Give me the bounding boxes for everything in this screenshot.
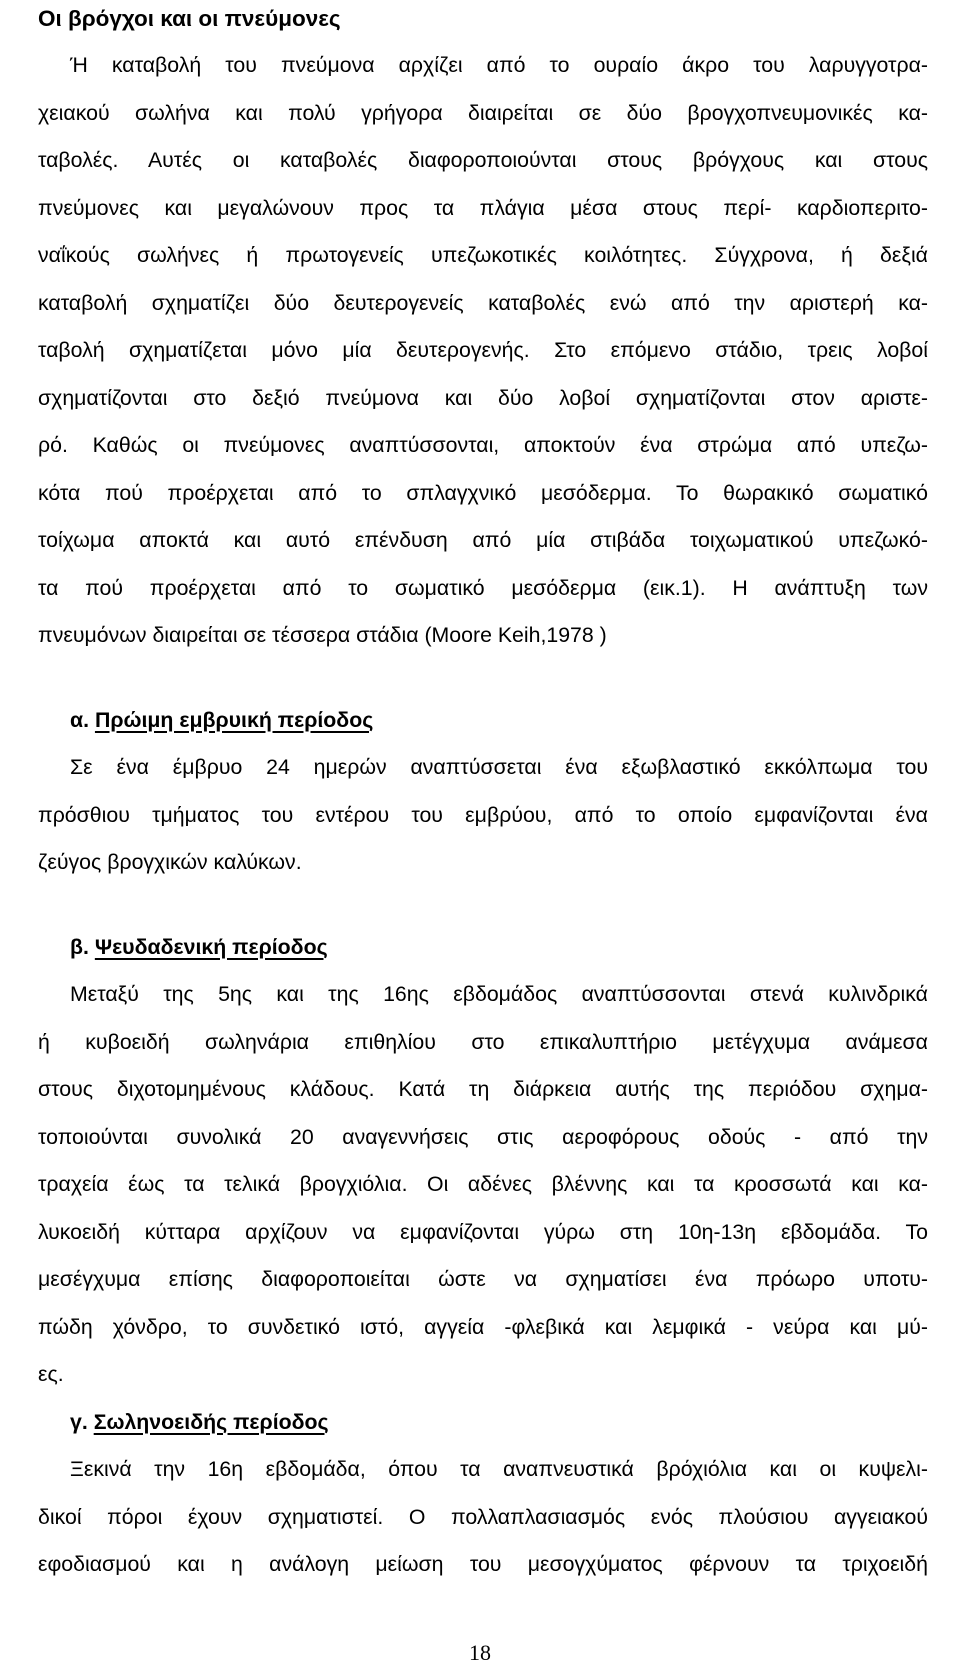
- text-line: ταβολές. Αυτές οι καταβολές διαφοροποιούνται στους βρόγχους και στους: [38, 148, 928, 172]
- text-line: δικοί πόροι έχουν σχηματιστεί. Ο πολλαπλασιασμός ενός πλούσιου αγγειακού: [38, 1504, 928, 1529]
- section-gap: [38, 887, 928, 924]
- text-line: πώδη χόνδρο, το συνδετικό ιστό, αγγεία -φλεβικά και λεμφικά - νεύρα και μύ-: [38, 1314, 928, 1339]
- text-line: Ξεκινά την 16η εβδομάδα, όπου τα αναπνευστικά βρόχιόλια και οι κυψελι-: [70, 1457, 928, 1481]
- text-line: Σε ένα έμβρυο 24 ημερών αναπτύσσεται ένα εξωβλαστικό εκκόλπωμα του: [70, 755, 928, 779]
- text-line: τα πού προέρχεται από το σωματικό μεσόδερμα (εικ.1). Η ανάπτυξη των: [38, 575, 928, 600]
- section-gap: [38, 660, 928, 697]
- text-line: στους διχοτομημένους κλάδους. Κατά τη διάρκεια αυτής της περιόδου σχημα-: [38, 1077, 928, 1101]
- subsection-letter: γ.: [70, 1409, 88, 1434]
- text-line: καταβολή σχηματίζει δύο δευτερογενείς καταβολές ενώ από την αριστερή κα-: [38, 290, 928, 315]
- subsection-letter: β.: [70, 934, 89, 959]
- text-line: χειακού σωλήνα και πολύ γρήγορα διαιρείται σε δύο βρογχοπνευμονικές κα-: [38, 100, 928, 125]
- page-number: 18: [469, 1640, 491, 1665]
- text-line: πνεύμονες και μεγαλώνουν προς τα πλάγια μέσα στους περί- καρδιοπεριτο-: [38, 195, 928, 220]
- text-line: εφοδιασμού και η ανάλογη μείωση του μεσογχύματος φέρνουν τα τριχοειδή: [38, 1552, 928, 1576]
- subsection-title: Ψευδαδενική περίοδος: [94, 934, 328, 959]
- text-line: ταβολή σχηματίζεται μόνο μία δευτερογενής. Στο επόμενο στάδιο, τρεις λοβοί: [38, 338, 928, 362]
- subsection-paragraph-c: [38, 1446, 928, 1589]
- text-line: τοποιούνται συνολικά 20 αναγεννήσεις στις αεροφόρους οδούς - από την: [38, 1124, 928, 1149]
- text-line: τραχεία έως τα τελικά βρογχιόλια. Οι αδένες βλέννης και τα κροσσωτά και κα-: [38, 1172, 928, 1196]
- subsection-title: Πρώιμη εμβρυική περίοδος: [94, 707, 374, 732]
- text-line: Μεταξύ της 5ης και της 16ης εβδομάδος αναπτύσσονται στενά κυλινδρικά: [70, 982, 928, 1006]
- text-line: ή κυβοειδή σωληνάρια επιθηλίου στο επικαλυπτήριο μετέγχυμα ανάμεσα: [38, 1029, 928, 1054]
- text-line: λυκοειδή κύτταρα αρχίζουν να εμφανίζονται γύρω στη 10η-13η εβδομάδα. Το: [38, 1219, 928, 1244]
- text-line: ες.: [38, 1362, 64, 1386]
- text-line: πνευμόνων διαιρείται σε τέσσερα στάδια (Moore Keih,1978 ): [38, 623, 607, 647]
- subsection-heading-a: [38, 697, 928, 745]
- text-line: ναΐκούς σωλήνες ή πρωτογενείς υπεζωκοτικές κοιλότητες. Σύγχρονα, ή δεξιά: [38, 243, 928, 267]
- subsection-heading-c: [38, 1399, 928, 1447]
- text-line: τοίχωμα αποκτά και αυτό επένδυση από μία στιβάδα τοιχωματικού υπεζωκό-: [38, 528, 928, 552]
- subsection-letter: α.: [70, 707, 90, 732]
- text-line: πρόσθιου τμήματος του εντέρου του εμβρύου, από το οποίο εμφανίζονται ένα: [38, 802, 928, 827]
- subsection-heading-b: [38, 924, 928, 972]
- intro-paragraph: [38, 42, 928, 660]
- subsection-title: Σωληνοειδής περίοδος: [93, 1409, 329, 1434]
- text-line: κότα πού προέρχεται από το σπλαγχνικό μεσόδερμα. Το θωρακικό σωματικό: [38, 480, 928, 505]
- text-line: ζεύγος βρογχικών καλύκων.: [38, 850, 302, 874]
- text-line: Ή καταβολή του πνεύμονα αρχίζει από το ουραίο άκρο του λαρυγγοτρα-: [70, 53, 928, 77]
- subsection-paragraph-a: [38, 744, 928, 887]
- section-title: Οι βρόγχοι και οι πνεύμονες: [38, 6, 341, 31]
- text-line: ρό. Καθώς οι πνεύμονες αναπτύσσονται, αποκτούν ένα στρώμα από υπεζω-: [38, 433, 928, 457]
- document-page: [38, 0, 928, 1589]
- subsection-paragraph-b: [38, 971, 928, 1399]
- text-line: μεσέγχυμα επίσης διαφοροποιείται ώστε να σχηματίσει ένα πρόωρο υποτυ-: [38, 1267, 928, 1291]
- text-line: σχηματίζονται στο δεξιό πνεύμονα και δύο λοβοί σχηματίζονται στον αριστε-: [38, 385, 928, 410]
